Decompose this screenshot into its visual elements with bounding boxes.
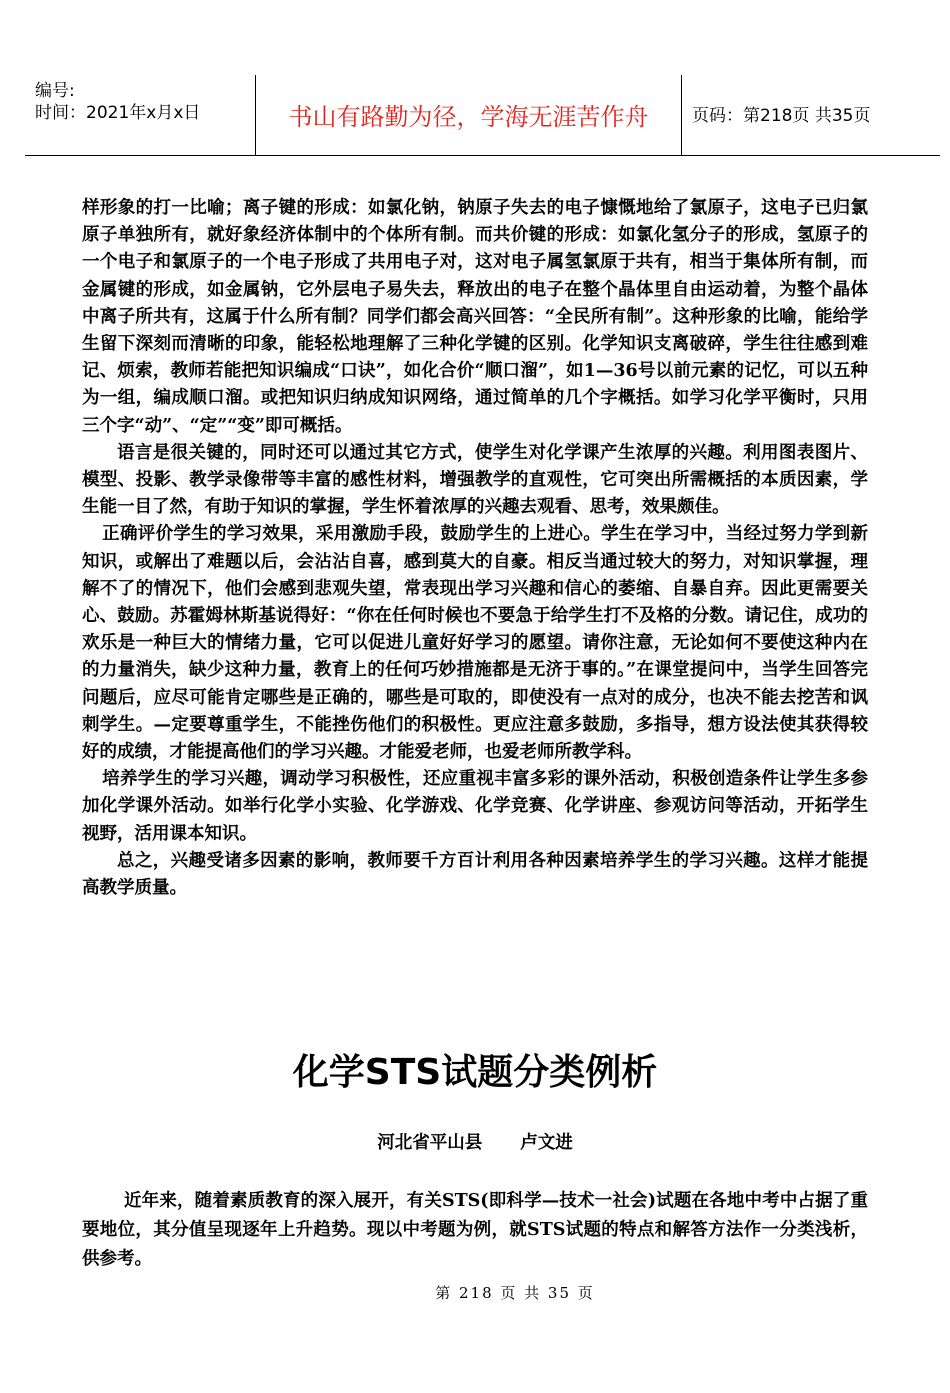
document-time-label: 时间：2021年x月x日 [35,103,201,123]
author-place: 河北省平山县 [377,1133,483,1153]
article-author [0,1130,950,1157]
page-footer: 第 218 页 共 35 页 [435,1284,595,1302]
body-paragraph: 培养学生的学习兴趣，调动学习积极性，还应重视丰富多彩的课外活动，积极创造条件让学生多参加化学课外活动。如举行化学小实验、化学游戏、化学竞赛、化学讲座、参观访问等活动，开拓学生视野，活用课本知识。 [82,769,868,844]
header-right-cell [682,75,940,155]
body-text [82,195,868,902]
page-header [25,75,940,156]
body-paragraph: 语言是很关键的，同时还可以通过其它方式，使学生对化学课产生浓厚的兴趣。利用图表图片、模型、投影、教学录像带等丰富的感性材料，增强教学的直观性，它可突出所需概括的本质因素，学生能一目了然，有助于知识的掌握，学生怀着浓厚的兴趣去观看、思考，效果颇佳。 [82,442,868,518]
header-left-cell [25,75,255,155]
article-title: 化学STS试题分类例析 [292,1052,658,1093]
body-paragraph: 总之，兴趣受诸多因素的影响，教师要千方百计利用各种因素培养学生的学习兴趣。这样才能提高教学质量。 [82,850,868,899]
header-page-label: 页码：第218页 共35页 [692,106,871,126]
article-intro: 近年来，随着素质教育的深入展开，有关STS(即科学—技术一社会)试题在各地中考中占据了重要地位，其分值呈现逐年上升趋势。现以中考题为例，就STS试题的特点和解答方法作一分类浅析，供参考。 [82,1191,868,1269]
header-middle-cell [255,75,682,155]
author-name: 卢文进 [520,1133,573,1153]
body-paragraph: 正确评价学生的学习效果，采用激励手段，鼓励学生的上进心。学生在学习中，当经过努力学到新知识，或解出了难题以后，会沾沾自喜，感到莫大的自豪。相反当通过较大的努力，对知识掌握，理解不了的情况下，他们会感到悲观失望，常表现出学习兴趣和信心的萎缩、自暴自弃。因此更需要关心、鼓励。苏霍姆林斯基说得好：“你在任何时候也不要急于给学生打不及格的分数。请记住，成功的欢乐是一种巨大的情绪力量，它可以促进儿童好好学习的愿望。请你注意，无论如何不要使这种内在的力量消失，缺少这种力量，教育上的任何巧妙措施都是无济于事的。”在课堂提问中，当学生回答完问题后，应尽可能肯定哪些是正确的，哪些是可取的，即使没有一点对的成分，也决不能去挖苦和讽刺学生。—定要尊重学生，不能挫伤他们的积极性。更应注意多鼓励，多指导，想方设法使其获得较好的成绩，才能提高他们的学习兴趣。才能爱老师，也爱老师所教学科。 [82,524,868,763]
header-motto: 书山有路勤为径，学海无涯苦作舟 [288,103,649,131]
document-number-label: 编号: [35,81,75,101]
body-paragraph: 样形象的打一比喻；离子键的形成：如氯化钠，钠原子失去的电子慷慨地给了氯原子，这电子已归氯原子单独所有，就好象经济体制中的个体所有制。而共价键的形成：如氯化氢分子的形成，氢原子的一个电子和氯原子的一个电子形成了共用电子对，这对电子属氢氯原于共有，相当于集体所有制，而金属键的形成，如金属钠，它外层电子易失去，释放出的电子在整个晶体里自由运动着，为整个晶体中离子所共有，这属于什么所有制？同学们都会高兴回答：“全民所有制”。这种形象的比喻，能给学生留下深刻而清晰的印象，能轻松地理解了三种化学键的区别。化学知识支离破碎，学生往往感到难记、烦索，教师若能把知识编成“口诀”，如化合价“顺口溜”，如1—36号以前元素的记忆，可以五种为一组，编成顺口溜。或把知识归纳成知识网络，通过简单的几个字概括。如学习化学平衡时，只用三个字“动”、“定”“变”即可概括。 [82,198,868,436]
